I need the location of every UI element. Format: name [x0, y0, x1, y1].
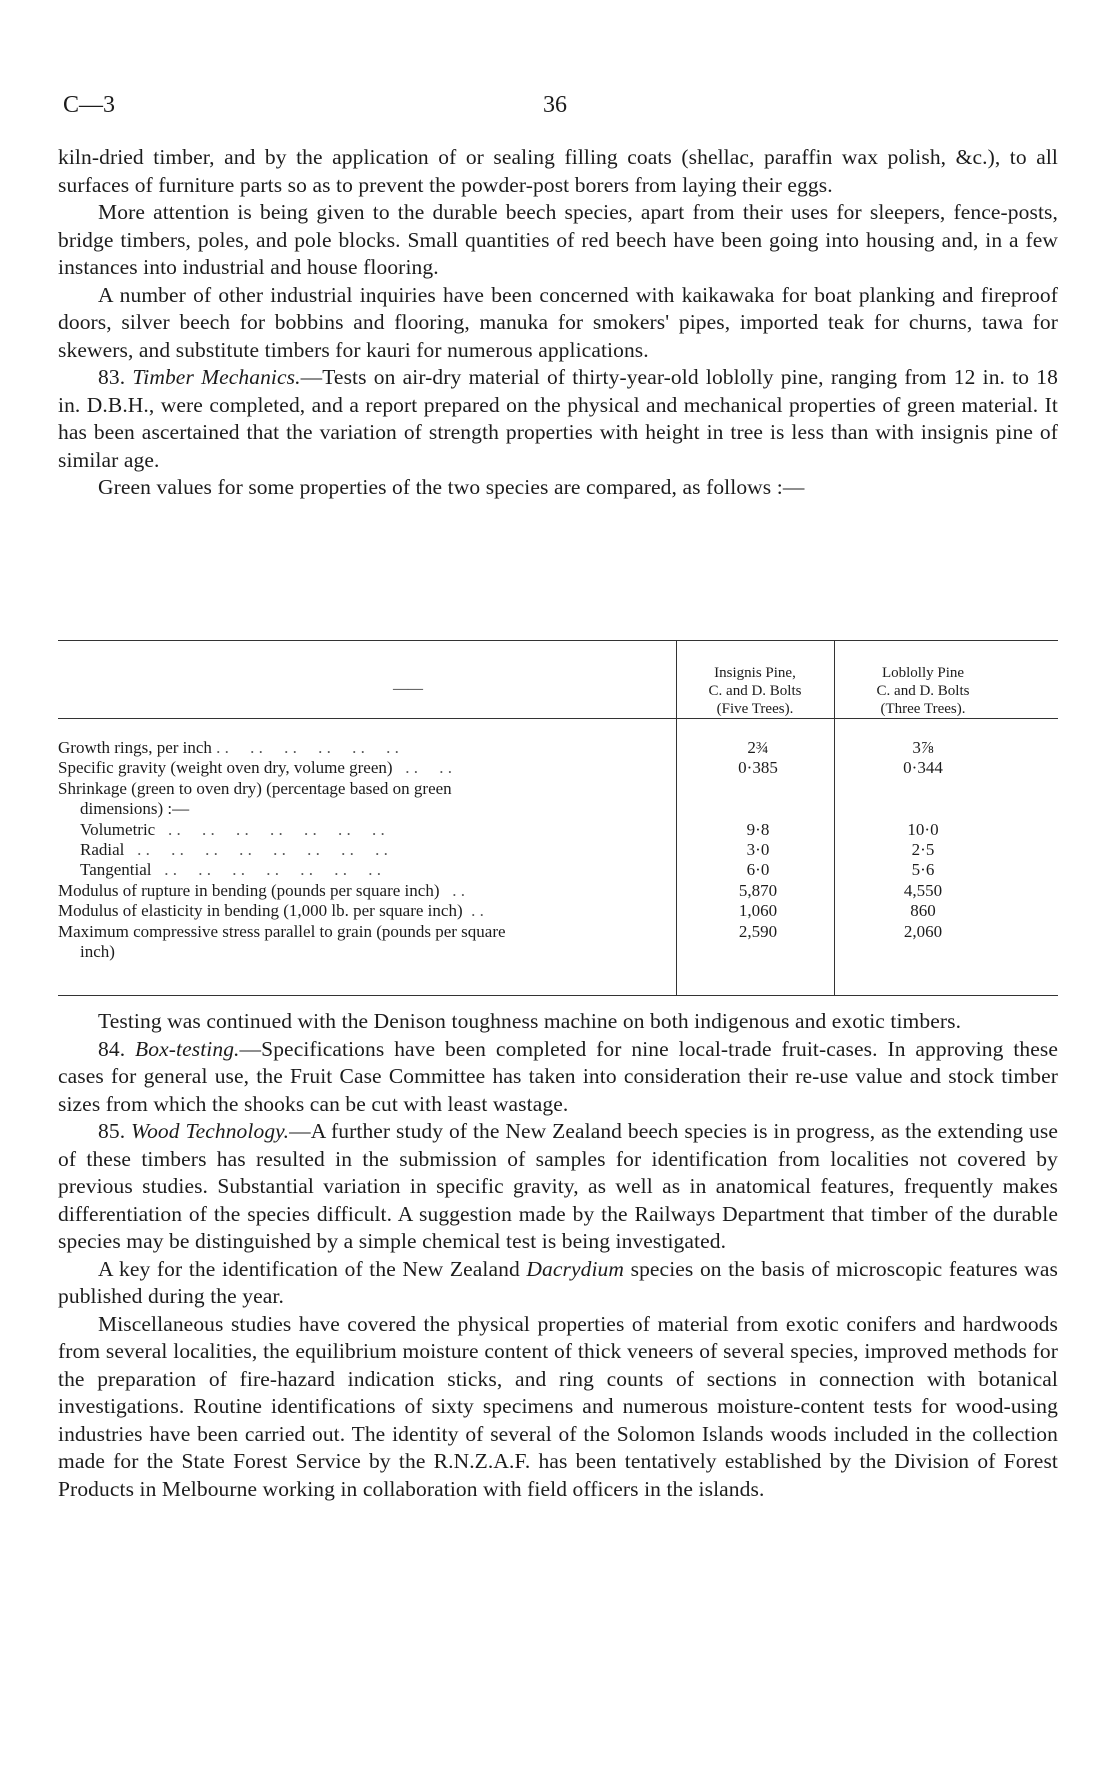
document-code: C—3 [63, 92, 116, 118]
column-head-line: (Three Trees). [880, 701, 966, 717]
page-header [63, 92, 1053, 126]
paragraph-text: —Specifications have been completed for nine local-trade fruit-cases. In approving these cases for general use, the Fruit Case Committee has taken into consideration their re-use value and stock timber sizes from which the shooks can be cut with least wastage. [58, 1036, 1058, 1116]
loblolly-value: 2·5 [911, 840, 935, 859]
page-number: 36 [543, 92, 567, 118]
column-head-line: Loblolly Pine [881, 665, 965, 681]
row-label [80, 820, 670, 839]
row-label [58, 922, 670, 941]
column-head-insignis [680, 664, 830, 718]
insignis-value: 3·0 [746, 840, 770, 859]
row-label [58, 758, 670, 777]
loblolly-value: 3⅞ [912, 738, 934, 757]
loblolly-value: 4,550 [903, 880, 943, 900]
insignis-value: 6·0 [746, 860, 770, 880]
insignis-value: 2,590 [738, 921, 778, 941]
table-row [58, 860, 1058, 880]
row-label-text: Shrinkage (green to oven dry) (percentage based on green [58, 778, 452, 798]
section-heading: Timber Mechanics. [132, 365, 301, 389]
column-head-line: Insignis Pine, [714, 665, 796, 681]
table-row [58, 799, 1058, 819]
table-row [58, 922, 1058, 942]
table-head-rule [58, 718, 1058, 719]
genus-name: Dacrydium [526, 1256, 625, 1281]
loblolly-value: 860 [910, 901, 936, 921]
row-label [80, 860, 670, 879]
row-label-text: inch) [80, 942, 115, 961]
leader-dots: . . . . [392, 758, 453, 778]
row-label [80, 840, 670, 859]
paragraph: More attention is being given to the durable beech species, apart from their uses for sleepers, fence-posts, bridge timbers, poles, and pole blocks. Small quantities of red beech have been going into housing and, in a few instances into industrial and house flooring. [58, 200, 1058, 279]
section-85-paragraph [58, 1118, 1058, 1256]
column-head-line: C. and D. Bolts [708, 683, 802, 699]
column-head-loblolly [838, 664, 1008, 718]
row-label [80, 942, 670, 961]
section-84-paragraph [58, 1036, 1058, 1119]
leader-dots: . . [462, 901, 484, 921]
loblolly-value: 0·344 [903, 758, 943, 778]
row-label-text: Tangential [80, 860, 152, 880]
paragraph-text: —A further study of the New Zealand beech species is in progress, as the extending use of these timbers has resulted in the submission of samples for identification from localities not covered by previous studies. Substantial variation in specific gravity, as well as in anatomical features, frequently makes differentiation of the species difficult. A suggestion made by the Railways Department that timber of the durable species may be distinguished by a simple chemical test is being investigated. [58, 1119, 1058, 1253]
row-label [80, 799, 670, 818]
table-row [58, 779, 1058, 799]
section-83-paragraph [58, 364, 1058, 474]
row-label-text: Specific gravity (weight oven dry, volume green) [58, 758, 393, 778]
table-row [58, 758, 1058, 778]
row-label-text: Radial [80, 840, 125, 859]
section-number: 84. [98, 1036, 126, 1061]
insignis-value: 0·385 [738, 758, 778, 778]
table-row [58, 738, 1058, 758]
table-bottom-rule [58, 995, 1058, 996]
table-row [58, 820, 1058, 840]
table-stub-head: —— [393, 681, 423, 697]
section-number: 83. [98, 365, 126, 389]
row-label [58, 738, 670, 757]
paragraph: Testing was continued with the Denison toughness machine on both indigenous and exotic timbers. [98, 1009, 962, 1033]
leader-dots: . . . . . . . . . . . . [211, 738, 399, 757]
table-top-rule [58, 640, 1058, 641]
table-row [58, 901, 1058, 921]
section-heading: Box-testing. [135, 1036, 240, 1061]
row-label-text: dimensions) :— [80, 799, 190, 819]
row-label-text: Volumetric [80, 819, 156, 839]
loblolly-value: 2,060 [903, 921, 943, 941]
section-number: 85. [98, 1119, 126, 1143]
leader-dots: . . . . . . . . . . . . . . [155, 819, 385, 839]
paragraph [58, 1256, 1058, 1311]
row-label-text: Growth rings, per inch [58, 738, 212, 757]
row-label [58, 779, 670, 798]
paragraph-text: —Tests on air-dry material of thirty-year-old loblolly pine, ranging from 12 in. to 18 in. D.B.H., were completed, and a report prepared on the physical and mechanical properties of green material. It has been ascertained that the variation of strength properties with height in tree is less than with insignis pine of similar age. [58, 365, 1058, 472]
row-label-text: Modulus of rupture in bending (pounds per square inch) [58, 880, 440, 900]
section-heading: Wood Technology. [131, 1119, 290, 1143]
leader-dots: . . [439, 880, 465, 900]
insignis-value: 1,060 [738, 901, 778, 921]
row-label-text: Modulus of elasticity in bending (1,000 lb. per square inch) [58, 901, 463, 921]
comparison-table [58, 640, 1058, 995]
leader-dots: . . . . . . . . . . . . . . [151, 860, 382, 880]
paragraph: Green values for some properties of the two species are compared, as follows :— [98, 475, 805, 499]
paragraph-text: A key for the identification of the New Zealand [98, 1256, 527, 1281]
paragraph: kiln-dried timber, and by the application of or sealing filling coats (shellac, paraffin wax polish, &c.), to all surfaces of furniture parts so as to prevent the powder-post borers from laying their eggs. [58, 145, 1058, 197]
column-head-line: C. and D. Bolts [876, 683, 970, 699]
paragraph: Miscellaneous studies have covered the physical properties of material from exotic conifers and hardwoods from several localities, the equilibrium moisture content of thick veneers of several species, improved methods for the preparation of fire-hazard indication sticks, and ring counts of sections in connection with botanical investigations. Routine identifications of sixty specimens and numerous moisture-content tests for wood-using industries have been carried out. The identity of several of the Solomon Islands woods included in the collection made for the State Forest Service by the R.N.Z.A.F. has been tentatively established by the Division of Forest Products in Melbourne working in collaboration with field officers in the islands. [58, 1311, 1058, 1501]
row-label [58, 881, 670, 900]
loblolly-value: 10·0 [907, 819, 939, 839]
body-text-bottom [58, 1008, 1058, 1503]
column-head-line: (Five Trees). [716, 701, 794, 717]
insignis-value: 2¾ [747, 738, 769, 757]
insignis-value: 9·8 [746, 819, 770, 839]
leader-dots: . . . . . . . . . . . . . . . . [124, 840, 388, 859]
loblolly-value: 5·6 [911, 860, 935, 880]
table-row [58, 840, 1058, 860]
paragraph-text: species on the basis of microscopic features was published during the year. [58, 1256, 1058, 1308]
insignis-value: 5,870 [738, 880, 778, 900]
row-label [58, 901, 670, 920]
table-row [58, 881, 1058, 901]
paragraph: A number of other industrial inquiries have been concerned with kaikawaka for boat planking and fireproof doors, silver beech for bobbins and flooring, manuka for smokers' pipes, imported teak for churns, tawa for skewers, and substitute timbers for kauri for numerous applications. [58, 282, 1058, 362]
table-row [58, 942, 1058, 962]
body-text-top [58, 144, 1058, 502]
row-label-text: Maximum compressive stress parallel to grain (pounds per square [58, 921, 506, 941]
